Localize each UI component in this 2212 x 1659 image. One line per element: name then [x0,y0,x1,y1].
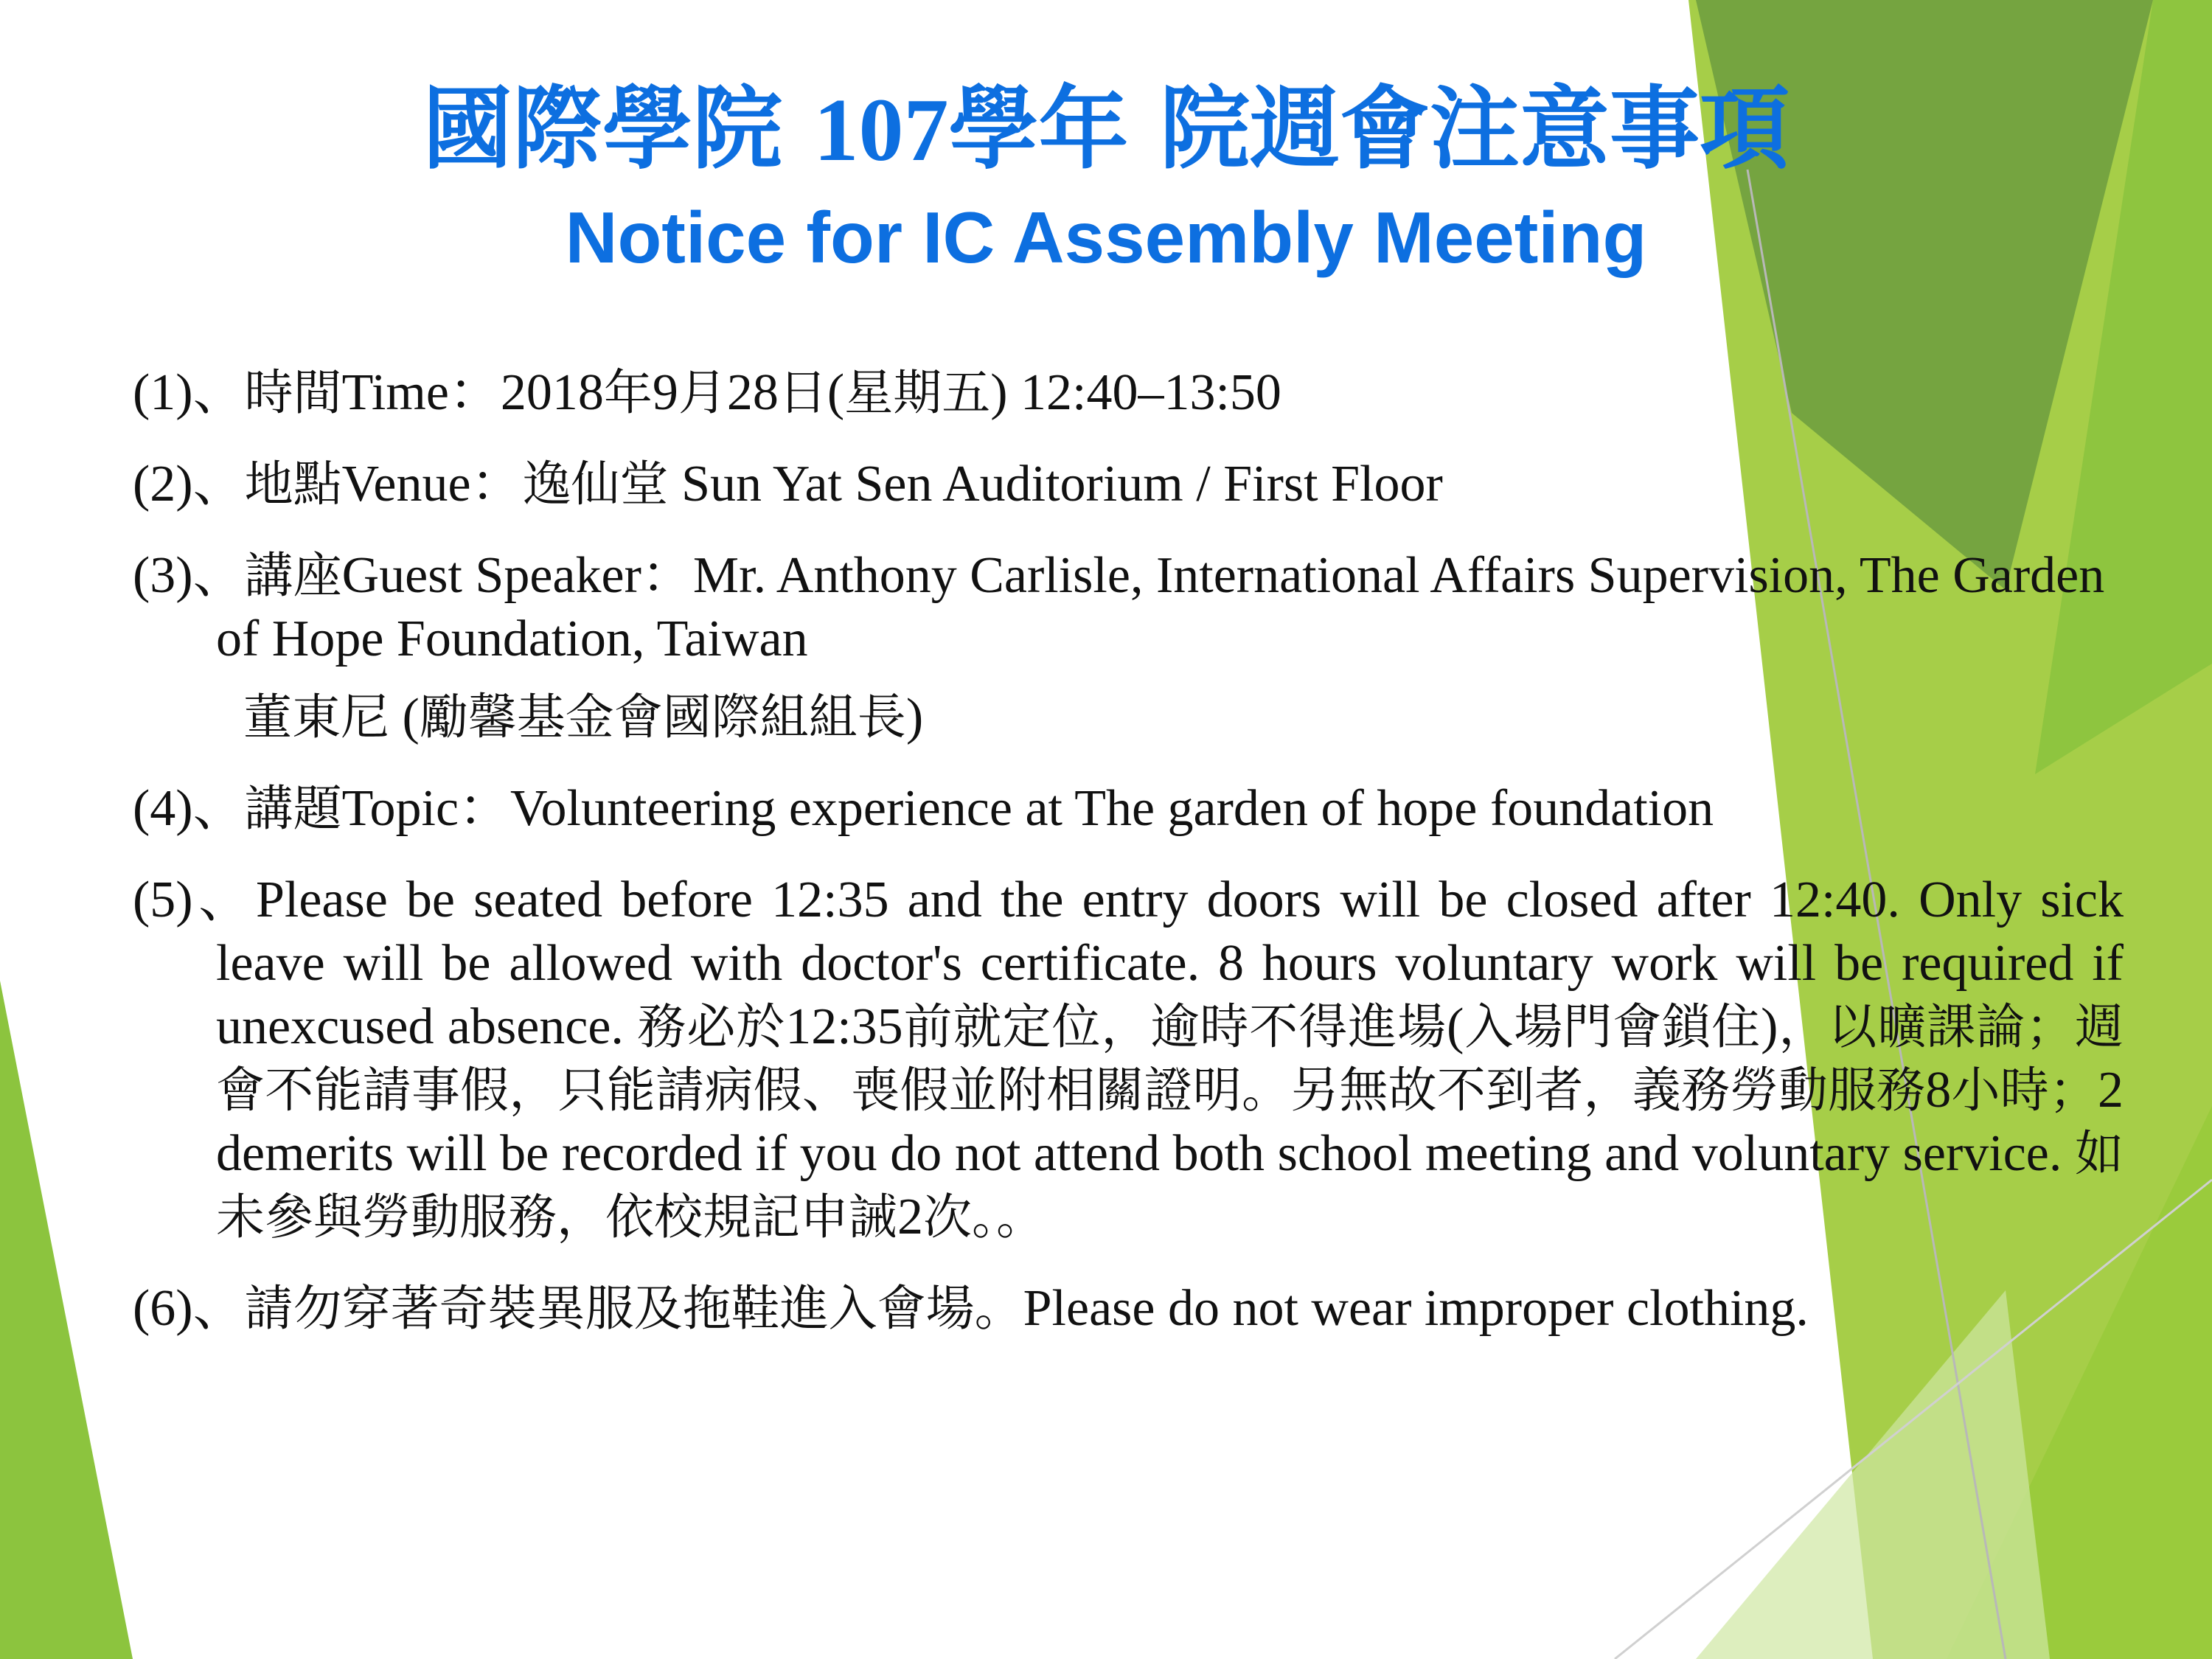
topic-text: Volunteering experience at The garden of hope foundation [510,780,1714,837]
time-day: 28 [726,364,779,421]
rules-zh-5: 小時； [1951,1062,2098,1119]
time-weekday: 星期五 [844,364,991,421]
time-day-char: 日 [778,364,827,421]
time-year-char: 年 [603,364,653,421]
item-label-en: Topic： [341,780,511,837]
time-month-char: 月 [678,364,727,421]
item-marker: (4)、 [133,780,245,837]
title-english: Notice for IC Assembly Meeting [565,197,1647,278]
dress-code-en: Please do not wear improper clothing. [1023,1280,1809,1337]
title-zh-part2: 學年 院週會注意事項 [948,77,1790,181]
item-label-zh: 地點 [244,456,342,512]
item-marker: (5)、 [133,872,256,928]
venue-zh: 逸仙堂 [522,456,669,512]
notice-item-text [133,1277,2124,1340]
rules-zh-3: 入場門會鎖住 [1464,998,1761,1055]
time-paren-open: ( [827,364,845,421]
notice-item-topic [133,777,2124,841]
title-chinese [0,74,2212,186]
time-month: 9 [652,364,678,421]
rules-zh-2: 前就定位，逾時不得進場 [902,998,1447,1055]
item-marker: (2)、 [133,456,245,512]
item-label-zh: 講座 [244,547,342,604]
item-marker: (3)、 [133,547,245,604]
item-marker: (6)、 [133,1280,245,1337]
rules-paren-close: ) [1761,998,1778,1055]
rules-zh-4: ，以曠課論；週會不能請事假，只能請病假、喪假並附相關證明。另無故不到者，義務勞動服務 [216,998,2124,1119]
notice-item-text [133,777,2124,841]
rules-zh-7: 次。。 [923,1189,1045,1245]
rules-en-1: Please be seated before 12:35 and the entry doors will be closed after 12:40. Only sick leave will be allowed with doctor's certificate. 8 hours voluntary work will be required if unexcused absence. [216,872,2124,1055]
title-zh-year: 107 [813,80,949,180]
rules-zh-6: 如未參與勞動服務，依校規記申誡 [216,1125,2124,1245]
item-label-zh: 講題 [244,780,342,837]
rules-en-2: 2 demerits will be recorded if you do not attend both school meeting and voluntary service. [216,1062,2124,1182]
time-year: 2018 [500,364,604,421]
dress-code-zh: 請勿穿著奇裝異服及拖鞋進入會場。 [244,1280,1023,1337]
notice-item-venue [133,453,2124,516]
rules-zh-1: 務必於 [637,998,786,1055]
notice-item-text [133,453,2124,516]
notice-list [133,361,2124,1368]
notice-item-attendance-rules [133,869,2124,1249]
rules-count: 2 [897,1189,923,1245]
venue-en: Sun Yat Sen Auditorium / First Floor [668,456,1443,512]
rules-time: 12:35 [785,998,903,1055]
paren-close: ) [905,689,924,745]
notice-item-time [133,361,2124,425]
notice-item-text [133,869,2124,1249]
notice-item-speaker [133,544,2124,671]
notice-item-dress-code [133,1277,2124,1340]
speaker-name-zh-line [133,686,2124,749]
title-zh-part1: 國際學院 [422,77,814,181]
rules-paren-open: ( [1447,998,1464,1055]
speaker-org-zh: 勵馨基金會國際組組長 [419,689,906,745]
item-label-zh: 時間 [244,364,342,421]
item-label-en: Guest Speaker： [341,547,693,604]
speaker-name-en: Mr. Anthony Carlisle, International Affairs Supervision, The Garden of Hope Foundation, Taiwan [216,547,2105,667]
item-marker: (1)、 [133,364,245,421]
rules-hours: 8 [1925,1062,1952,1119]
notice-item-text [133,544,2124,671]
item-label-en: Time： [341,364,501,421]
item-label-en: Venue： [341,456,523,512]
notice-item-text [133,361,2124,425]
time-range: ) 12:40–13:50 [990,364,1281,421]
paren-open: ( [389,689,420,745]
speaker-name-zh: 董東尼 [243,689,389,745]
